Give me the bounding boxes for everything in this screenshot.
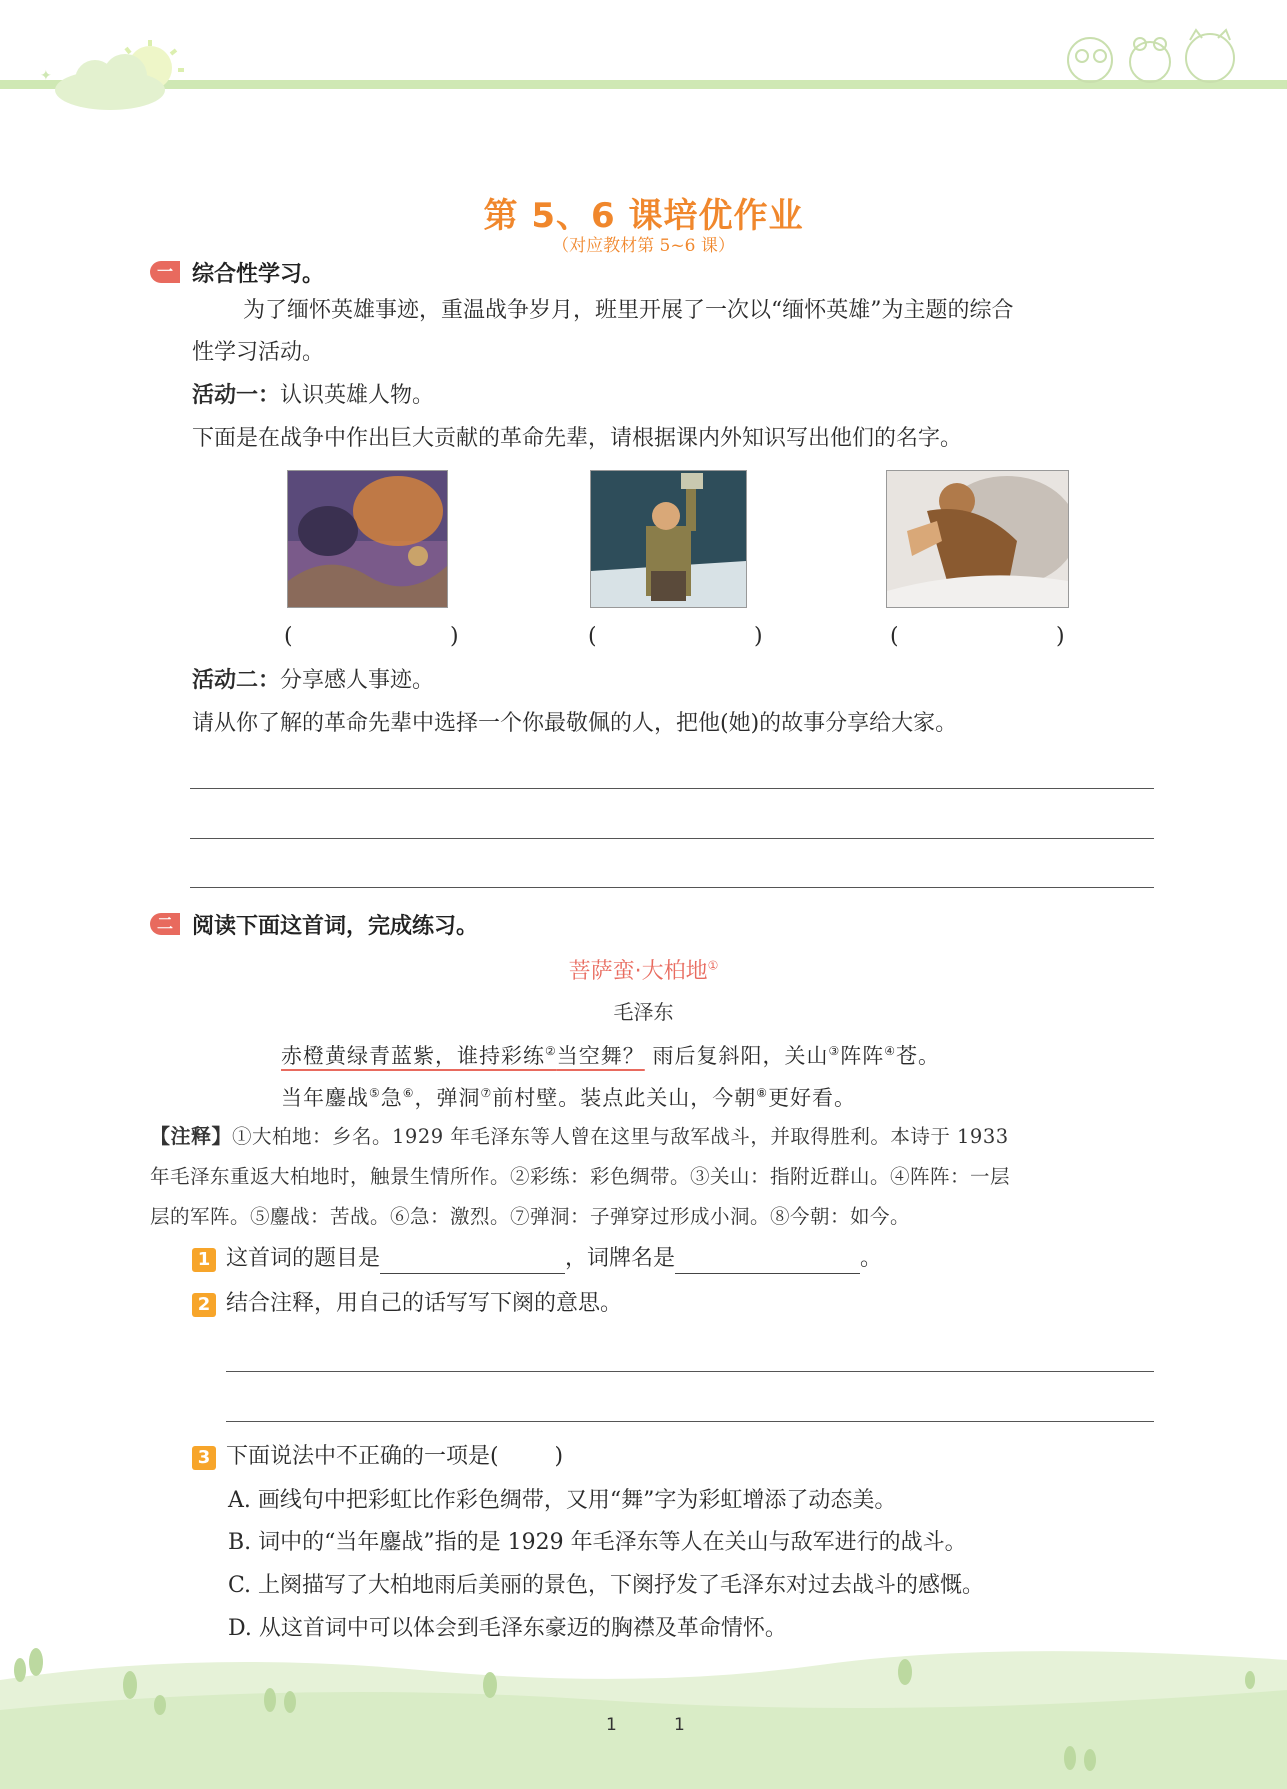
question-2: 结合注释，用自己的话写写下阕的意思。 <box>226 1291 623 1316</box>
activity-1-text: 认识英雄人物。 <box>280 383 435 408</box>
poem-title <box>0 954 1287 985</box>
answer-line[interactable] <box>190 838 1154 839</box>
hero-picture-3 <box>886 470 1069 608</box>
answer-paren-open-2: ( <box>588 624 597 649</box>
poem-line-2: 当年鏖战⑤急⑥，弹洞⑦前村壁。装点此关山，今朝⑧更好看。 <box>281 1086 857 1110</box>
question-number-3: 3 <box>192 1446 216 1470</box>
section-heading-2: 阅读下面这首词，完成练习。 <box>192 914 479 939</box>
footer-landscape <box>0 1640 1287 1789</box>
section-heading-1: 综合性学习。 <box>192 262 325 287</box>
answer-paren-open-3: ( <box>890 624 899 649</box>
answer-line[interactable] <box>190 887 1154 888</box>
underlined-sentence: 赤橙黄绿青蓝紫，谁持彩练②当空舞？ <box>281 1044 645 1068</box>
question-number-1: 1 <box>192 1248 216 1272</box>
option-d[interactable]: D. 从这首词中可以体会到毛泽东豪迈的胸襟及革命情怀。 <box>228 1616 787 1641</box>
answer-line[interactable] <box>226 1371 1154 1372</box>
section-badge-1: 一 <box>150 261 180 283</box>
answer-line[interactable] <box>226 1421 1154 1422</box>
note-line-2: 年毛泽东重返大柏地时，触景生情所作。②彩练：彩色绸带。③关山：指附近群山。④阵阵：一层 <box>150 1165 1011 1188</box>
activity-2-text: 分享感人事迹。 <box>280 668 435 693</box>
page-number-right: 1 <box>674 1715 685 1735</box>
section-badge-2: 二 <box>150 913 180 935</box>
poem-author: 毛泽东 <box>613 1000 674 1024</box>
activity-1-label: 活动一： <box>192 383 281 408</box>
answer-paren-close-1: ) <box>450 624 459 649</box>
page-title: 第 5、6 课培优作业 <box>483 196 804 236</box>
question-3: 下面说法中不正确的一项是( ) <box>226 1444 564 1469</box>
answer-paren-close-2: ) <box>754 624 763 649</box>
page-subtitle: （对应教材第 5~6 课） <box>552 236 735 256</box>
note-label: 【注释】 <box>150 1124 232 1148</box>
question-number-2: 2 <box>192 1293 216 1317</box>
hero-picture-2 <box>590 470 747 608</box>
page-number-left: 1 <box>606 1715 617 1735</box>
answer-line[interactable] <box>190 788 1154 789</box>
hero-picture-1 <box>287 470 448 608</box>
intro-line-2: 性学习活动。 <box>192 340 325 365</box>
activity-2-prompt: 请从你了解的革命先辈中选择一个你最敬佩的人，把他(她)的故事分享给大家。 <box>192 711 958 736</box>
intro-line-1: 为了缅怀英雄事迹，重温战争岁月，班里开展了一次以“缅怀英雄”为主题的综合 <box>243 298 1014 323</box>
option-b[interactable]: B. 词中的“当年鏖战”指的是 1929 年毛泽东等人在关山与敌军进行的战斗。 <box>228 1530 967 1555</box>
option-c[interactable]: C. 上阕描写了大柏地雨后美丽的景色，下阕抒发了毛泽东对过去战斗的感慨。 <box>228 1573 985 1598</box>
poem-title-mark: ① <box>707 958 719 973</box>
answer-blank[interactable] <box>675 1251 860 1274</box>
activity-1 <box>192 381 434 411</box>
option-a[interactable]: A. 画线句中把彩虹比作彩色绸带，又用“舞”字为彩虹增添了动态美。 <box>228 1488 897 1513</box>
note-line-1: 【注释】①大柏地：乡名。1929 年毛泽东等人曾在这里与敌军战斗，并取得胜利。本诗于 1933 <box>150 1124 1009 1148</box>
note-line-3: 层的军阵。⑤鏖战：苦战。⑥急：激烈。⑦弹洞：子弹穿过形成小洞。⑧今朝：如今。 <box>150 1205 911 1228</box>
svg-text:✦: ✦ <box>40 68 52 84</box>
poem-line-1: 赤橙黄绿青蓝紫，谁持彩练②当空舞？ 雨后复斜阳，关山③阵阵④苍。 <box>281 1044 940 1068</box>
cartoon-animals-icon <box>1060 22 1260 86</box>
answer-blank[interactable] <box>380 1251 565 1274</box>
answer-paren-open-1: ( <box>284 624 293 649</box>
activity-1-prompt: 下面是在战争中作出巨大贡献的革命先辈，请根据课内外知识写出他们的名字。 <box>192 426 963 451</box>
answer-paren-close-3: ) <box>1056 624 1065 649</box>
notes <box>150 1116 1160 1237</box>
cloud-sun-icon <box>40 40 190 110</box>
poem-title-text: 菩萨蛮·大柏地 <box>568 959 708 984</box>
activity-2 <box>192 666 434 696</box>
question-1: 这首词的题目是 ，词牌名是 。 <box>226 1244 882 1274</box>
activity-2-label: 活动二： <box>192 668 281 693</box>
